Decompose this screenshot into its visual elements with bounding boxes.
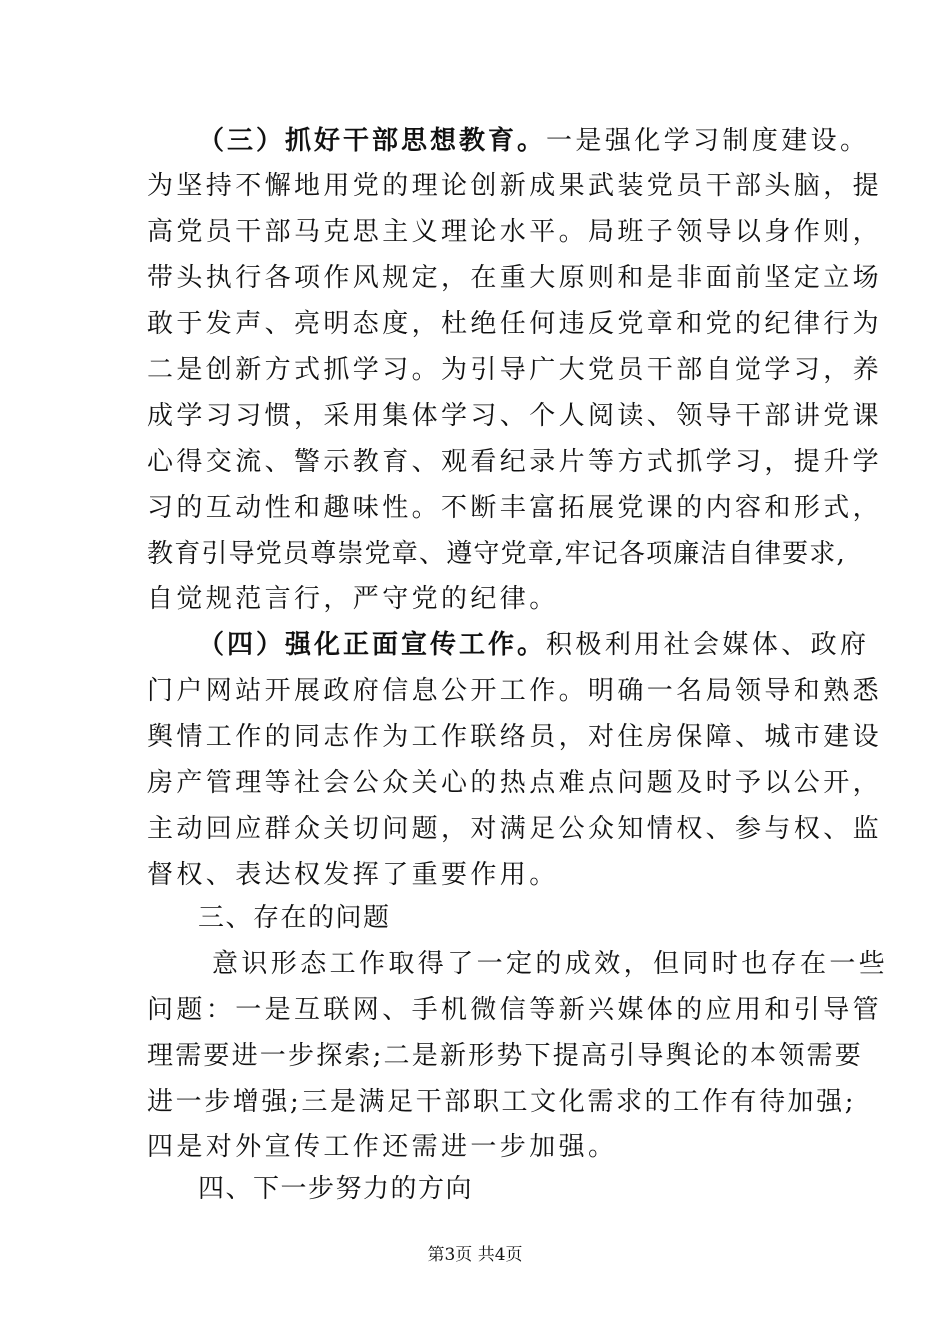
section4-line-1: 门户网站开展政府信息公开工作。明确一名局领导和熟悉 bbox=[147, 676, 883, 706]
section3-line-2: 高党员干部马克思主义理论水平。局班子领导以身作则， bbox=[147, 217, 883, 247]
section3-first-line bbox=[198, 118, 870, 164]
section3-heading: （三）抓好干部思想教育。 bbox=[198, 126, 547, 156]
section4-line-5: 督权、表达权发挥了重要作用。 bbox=[147, 860, 559, 890]
problems-line-1: 问题：一是互联网、手机微信等新兴媒体的应用和引导管 bbox=[147, 995, 883, 1025]
page-number-footer: 第3页 共4页 bbox=[427, 1245, 523, 1265]
problems-line-3: 进一步增强;三是满足干部职工文化需求的工作有待加强; bbox=[147, 1087, 857, 1117]
section4-line-2: 舆情工作的同志作为工作联络员，对住房保障、城市建设 bbox=[147, 722, 883, 752]
section3-line-1: 为坚持不懈地用党的理论创新成果武装党员干部头脑，提 bbox=[147, 171, 883, 201]
section3-line-4: 敢于发声、亮明态度，杜绝任何违反党章和党的纪律行为 bbox=[147, 309, 883, 339]
section3-line-10: 自觉规范言行，严守党的纪律。 bbox=[147, 584, 559, 614]
section4-line-0: 积极利用社会媒体、政府 bbox=[546, 630, 870, 660]
problems-line-2: 理需要进一步探索;二是新形势下提高引导舆论的本领需要 bbox=[147, 1041, 863, 1071]
section3-line-9: 教育引导党员尊崇党章、遵守党章,牢记各项廉洁自律要求, bbox=[147, 539, 846, 569]
section3-line-3: 带头执行各项作风规定，在重大原则和是非面前坚定立场 bbox=[147, 263, 883, 293]
section4-heading: （四）强化正面宣传工作。 bbox=[198, 630, 547, 660]
section4-line-4: 主动回应群众关切问题，对满足公众知情权、参与权、监 bbox=[147, 814, 883, 844]
problems-line-4: 四是对外宣传工作还需进一步加强。 bbox=[147, 1132, 618, 1162]
section3-line-6: 成学习习惯，采用集体学习、个人阅读、领导干部讲党课 bbox=[147, 401, 883, 431]
problems-line-0: 意识形态工作取得了一定的成效，但同时也存在一些 bbox=[212, 949, 889, 979]
problems-heading: 三、存在的问题 bbox=[198, 903, 391, 933]
section3-line-5: 二是创新方式抓学习。为引导广大党员干部自觉学习，养 bbox=[147, 355, 883, 385]
section3-line-0: 一是强化学习制度建设。 bbox=[546, 126, 870, 156]
section3-line-7: 心得交流、警示教育、观看纪录片等方式抓学习，提升学 bbox=[147, 447, 883, 477]
section4-first-line bbox=[198, 622, 870, 668]
section3-line-8: 习的互动性和趣味性。不断丰富拓展党课的内容和形式， bbox=[147, 493, 883, 523]
section4-line-3: 房产管理等社会公众关心的热点难点问题及时予以公开， bbox=[147, 768, 883, 798]
next-steps-heading: 四、下一步努力的方向 bbox=[198, 1174, 474, 1204]
